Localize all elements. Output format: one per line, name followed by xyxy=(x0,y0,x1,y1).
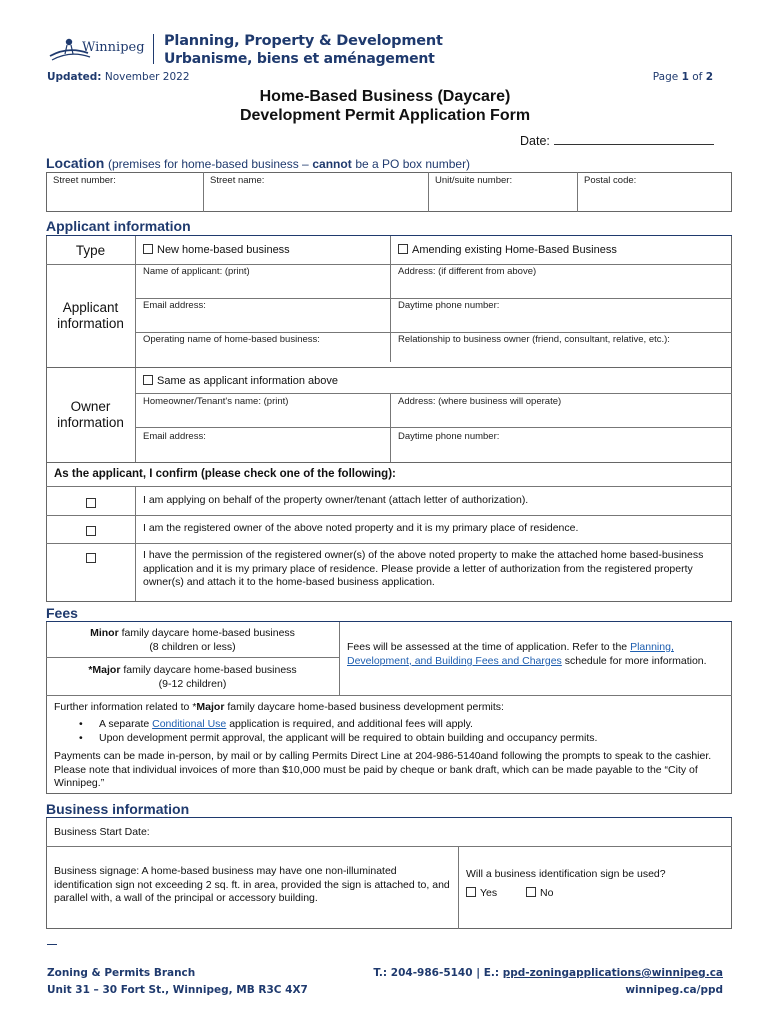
operating-name-field[interactable]: Operating name of home-based business: xyxy=(143,334,320,345)
owner-address-field[interactable]: Address: (where business will operate) xyxy=(398,396,562,407)
applicant-table xyxy=(46,236,732,602)
bullet-icon: • xyxy=(79,732,83,744)
sign-question: Will a business identification sign be used? xyxy=(466,868,666,880)
confirm-heading: As the applicant, I confirm (please check one of the following): xyxy=(54,468,396,480)
fees-schedule-link[interactable]: Planning, Development, and Building Fees and Charges xyxy=(347,641,674,667)
major-daycare-label: *Major family daycare home-based business (9-12 children) xyxy=(88,664,297,690)
relationship-field[interactable]: Relationship to business owner (friend, consultant, relative, etc.): xyxy=(398,334,670,345)
date-field[interactable]: Date: xyxy=(520,133,714,148)
department-name-fr: Urbanisme, biens et aménagement xyxy=(164,51,435,67)
department-name-en: Planning, Property & Development xyxy=(164,33,443,49)
location-heading: Location (premises for home-based business – cannot be a PO box number) xyxy=(46,155,471,171)
confirm-option-3-text: I have the permission of the registered owner(s) of the above noted property to make the attached home based-business application and it is my primary place of residence. Please provide a letter of authorization from the registered property owner(s) and attach it to the home-based business application. xyxy=(143,549,704,588)
business-heading: Business information xyxy=(46,801,190,817)
payments-text: Payments can be made in-person, by mail or by calling Permits Direct Line at 204-986-5140and following the prompts to speak to the cashier. Please note that individual invoices of more than $10,000 must be paid by cheque or bank draft, which can be made payable to the “City of Winnipeg.” xyxy=(54,750,712,789)
confirm-option-1-checkbox[interactable] xyxy=(86,494,100,512)
further-info-text: Further information related to *Major family daycare home-based business development permits: xyxy=(54,701,504,713)
confirm-option-1-text: I am applying on behalf of the property owner/tenant (attach letter of authorization). xyxy=(143,494,529,506)
street-number-field[interactable]: Street number: xyxy=(53,175,116,186)
type-new-checkbox[interactable]: New home-based business xyxy=(143,244,290,256)
footer-branch: Zoning & Permits Branch xyxy=(47,967,196,979)
confirm-option-2-checkbox[interactable] xyxy=(86,522,100,540)
applicant-email-field[interactable]: Email address: xyxy=(143,300,206,311)
same-as-applicant-checkbox[interactable]: Same as applicant information above xyxy=(143,375,338,387)
sign-no-checkbox[interactable]: No xyxy=(526,887,553,901)
footer-contact: T.: 204-986-5140 | E.: ppd-zoningapplications@winnipeg.ca xyxy=(373,967,723,979)
confirm-option-3-checkbox[interactable] xyxy=(86,549,100,567)
owner-name-field[interactable]: Homeowner/Tenant's name: (print) xyxy=(143,396,289,407)
applicant-section-heading: Applicant information xyxy=(46,218,191,234)
fees-assessed-text: Fees will be assessed at the time of application. Refer to the Planning, Development, and Building Fees and Charges schedule for more information. xyxy=(347,641,707,667)
logo-wordmark: Winnipeg xyxy=(82,40,145,55)
footer-address: Unit 31 – 30 Fort St., Winnipeg, MB R3C 4X7 xyxy=(47,984,308,996)
footer-web-link[interactable]: winnipeg.ca/ppd xyxy=(625,984,723,996)
page-number: Page 1 of 2 xyxy=(652,71,713,83)
type-label: Type xyxy=(75,243,106,258)
minor-daycare-label: Minor family daycare home-based business (8 children or less) xyxy=(90,627,295,653)
owner-phone-field[interactable]: Daytime phone number: xyxy=(398,431,500,442)
conditional-use-link[interactable]: Conditional Use xyxy=(152,718,227,730)
form-title-line2: Development Permit Application Form xyxy=(239,107,531,124)
applicant-phone-field[interactable]: Daytime phone number: xyxy=(398,300,500,311)
footer-dash xyxy=(47,944,57,945)
confirm-option-2-text: I am the registered owner of the above noted property and it is my primary place of residence. xyxy=(143,522,579,534)
bullet-permits: Upon development permit approval, the applicant will be required to obtain building and occupancy permits. xyxy=(99,732,598,744)
unit-suite-field[interactable]: Unit/suite number: xyxy=(435,175,513,186)
footer-email-link[interactable]: ppd-zoningapplications@winnipeg.ca xyxy=(502,967,723,979)
form-title-line1: Home-Based Business (Daycare) xyxy=(259,88,511,105)
postal-code-field[interactable]: Postal code: xyxy=(584,175,637,186)
header-divider xyxy=(153,34,154,64)
business-start-date-field[interactable]: Business Start Date: xyxy=(54,826,150,838)
bullet-conditional-use: A separate Conditional Use application is required, and additional fees will apply. xyxy=(99,718,473,730)
owner-side-label: Owner information xyxy=(57,399,124,430)
applicant-address-field[interactable]: Address: (if different from above) xyxy=(398,266,537,277)
type-amend-checkbox[interactable]: Amending existing Home-Based Business xyxy=(398,244,617,256)
bullet-icon: • xyxy=(79,718,83,730)
business-signage-text: Business signage: A home-based business may have one non-illuminated identification sign not exceeding 2 sq. ft. in area, provided the sign is attached to, and parallel with, a wall of the principal or accessory building. xyxy=(54,865,450,904)
sign-yes-checkbox[interactable]: Yes xyxy=(466,887,497,901)
applicant-name-field[interactable]: Name of applicant: (print) xyxy=(143,266,250,277)
owner-email-field[interactable]: Email address: xyxy=(143,431,206,442)
applicant-side-label: Applicant information xyxy=(57,300,124,331)
updated-date: Updated: November 2022 xyxy=(47,71,190,83)
street-name-field[interactable]: Street name: xyxy=(210,175,265,186)
fees-heading: Fees xyxy=(46,605,78,621)
